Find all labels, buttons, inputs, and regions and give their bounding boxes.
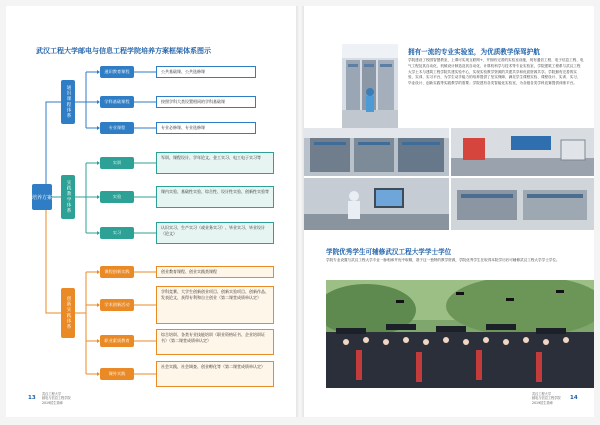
desc-extracurricular: 社会实践、社会调查、创业孵化等（第二课堂成绩单认定） xyxy=(156,361,274,387)
lab-photo-robots xyxy=(451,128,594,176)
page-gutter xyxy=(296,6,304,417)
footer-right xyxy=(532,392,561,405)
desc-academic-innovation: 学科竞赛、大学生创新创业项目、创新实验项目、创新作品、发表论文、获得专利和自主创业（第二课堂成绩单认定） xyxy=(156,286,274,324)
footer-line: 武汉工程大学 xyxy=(42,392,62,396)
lab-paragraph: 学院建设了校园智慧教室，上课可实现互联网+，并拥有完善的实验室设施，现有通信工程、电子信息工程、电气工程及其自动化、机械设计制造及其自动化、计算机科学与技术等专业实验室，学院建筑工程系与武汉工程大学土木与建筑工程学院共建实验中心，实现实验教学资源的共建共享和优质资源共享。学院拥有完善的实验、实训、实习平台，为学生动手能力的培养提供了坚实保障，满足学生课程实验、课程设计、实训、实习、毕业设计、创新实践等实践教学的需要；学院建有各类智能化实验室，为各级各类学科竞赛提供训练平台。 xyxy=(408,58,584,85)
node-professional-quality: 职业素质教育 xyxy=(100,335,134,347)
footer-line: 邮电与信息工程学院 xyxy=(42,396,71,401)
node-extracurricular: 课外实践 xyxy=(100,368,134,380)
footer-line: 2019招生简章 xyxy=(532,400,553,405)
desc-discipline-basics: 按照学科大类设置相同的学科基础课 xyxy=(156,96,256,108)
connector-general-nodes xyxy=(75,72,98,128)
lab-photo-main xyxy=(342,44,398,128)
node-experiment: 实验 xyxy=(100,191,134,203)
framework-title: 武汉工程大学邮电与信息工程学院培养方案框架体系图示 xyxy=(36,47,211,55)
lab-heading: 拥有一流的专业实验室，为优质教学保驾护航 xyxy=(408,48,540,56)
node-training: 实训 xyxy=(100,157,134,169)
desc-experiment: 课内实验、基础性实验、综合性、设计性实验、创新性实验等 xyxy=(156,186,274,208)
node-discipline-basics: 学科基础课程 xyxy=(100,96,134,108)
footer-left xyxy=(42,392,71,405)
page-number-right: 14 xyxy=(570,395,578,401)
right-page xyxy=(304,6,594,417)
node-academic-innovation: 学术创新活动 xyxy=(100,299,134,311)
desc-professional-quality: 综合培训、各类专业技能培训（职业资格证书、企业培训证书）（第二课堂成绩单认定） xyxy=(156,329,274,355)
graduation-photo xyxy=(326,280,594,388)
desc-major-courses: 专业必修课、专业选修课 xyxy=(156,122,256,134)
lab-photo-engineer xyxy=(304,178,449,230)
connector-root-innovation xyxy=(46,210,61,313)
node-internship: 实习 xyxy=(100,227,134,239)
lab-photo-server xyxy=(304,128,449,176)
node-general-education: 通识教育课程 xyxy=(100,66,134,78)
node-major-courses: 专业课程 xyxy=(100,122,134,134)
desc-internship: 认识实习、生产实习（或业务实习）、毕业实习、毕业设计（论文） xyxy=(156,222,274,244)
footer-line: 武汉工程大学 xyxy=(532,392,552,396)
lab-photo-equipment xyxy=(451,178,594,230)
section-general-bar: 通识课程体系 xyxy=(61,80,75,124)
connector-innovation-nodes xyxy=(75,272,98,374)
desc-general-education: 公共基础课、公共选修课 xyxy=(156,66,256,78)
connector-innovation-desc xyxy=(134,272,156,374)
connector-practice-nodes xyxy=(75,163,98,233)
desc-course-innovation: 创业教育课程、创业实践类课程 xyxy=(156,266,274,278)
connector-general-desc xyxy=(134,72,156,128)
footer-line: 邮电与信息工程学院 xyxy=(532,396,561,401)
degree-heading: 学院优秀学生可辅修武汉工程大学学士学位 xyxy=(326,248,452,256)
connector-practice-desc xyxy=(134,163,156,233)
desc-training: 军训、课程设计、学年论文、金工实习、电工电子实习等 xyxy=(156,152,274,174)
page-number-left: 13 xyxy=(28,395,36,401)
degree-paragraph: 学院专业设置与武汉工程大学专业一脉相承并优中取精，基于这一独特的教学资源，学院优秀学生在取得本院学历后可辅修武汉工程大学学士学位。 xyxy=(326,258,560,262)
node-course-innovation: 课程创新实践 xyxy=(100,266,134,278)
root-node: 培养方案 xyxy=(32,184,52,210)
left-page xyxy=(6,6,296,417)
footer-line: 2019招生简章 xyxy=(42,400,63,405)
connector-root-general xyxy=(46,102,61,184)
section-practice-bar: 实践教学体系 xyxy=(61,175,75,219)
section-innovation-bar: 创新实践体系 xyxy=(61,288,75,338)
